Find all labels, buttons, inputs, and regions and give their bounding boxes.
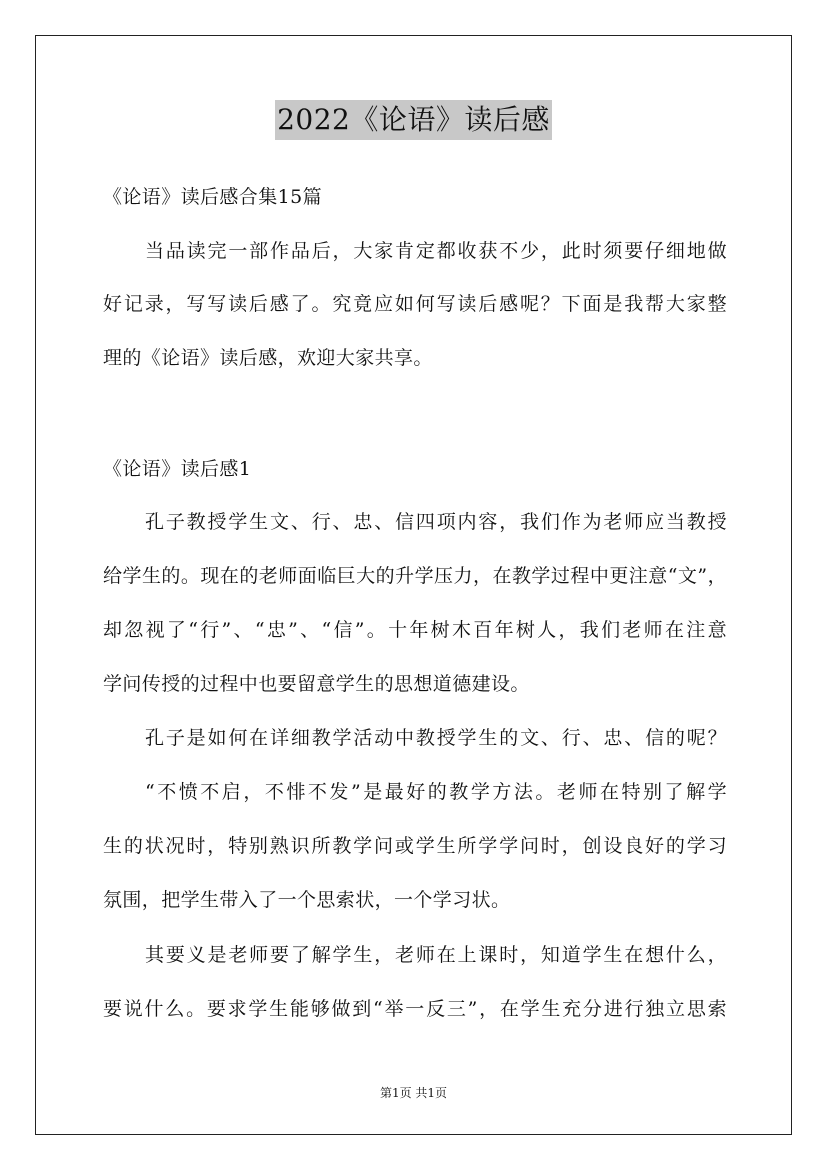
para3-line-1: “不愤不启，不悱不发”是最好的教学方法。老师在特别了解学 [145, 781, 727, 803]
document-title: 2022《论语》读后感 [275, 100, 552, 140]
para1-line-2: 给学生的。现在的老师面临巨大的升学压力，在教学过程中更注意“文”， [103, 565, 727, 587]
intro-line-1: 当品读完一部作品后，大家肯定都收获不少，此时须要仔细地做 [145, 240, 727, 262]
para2-line-1: 孔子是如何在详细教学活动中教授学生的文、行、忠、信的呢？ [145, 727, 727, 749]
para1-line-1: 孔子教授学生文、行、忠、信四项内容，我们作为老师应当教授 [145, 511, 727, 533]
para4-line-2: 要说什么。要求学生能够做到“举一反三”，在学生充分进行独立思索 [103, 998, 727, 1020]
para3-line-2: 生的状况时，特别熟识所教学问或学生所学学问时，创设良好的学习 [103, 835, 727, 857]
section-heading: 《论语》读后感1 [103, 458, 252, 480]
document-subtitle: 《论语》读后感合集15篇 [103, 186, 322, 208]
para4-line-1: 其要义是老师要了解学生，老师在上课时，知道学生在想什么， [145, 944, 727, 966]
para1-line-3: 却忽视了“行”、“忠”、“信”。十年树木百年树人，我们老师在注意 [103, 619, 727, 641]
intro-line-2: 好记录，写写读后感了。究竟应如何写读后感呢？下面是我帮大家整 [103, 293, 727, 315]
page-footer: 第1页 共1页 [379, 1086, 448, 1100]
para3-line-3: 氛围，把学生带入了一个思索状，一个学习状。 [103, 889, 511, 911]
intro-line-3: 理的《论语》读后感，欢迎大家共享。 [103, 347, 433, 369]
para1-line-4: 学问传授的过程中也要留意学生的思想道德建设。 [103, 673, 530, 695]
